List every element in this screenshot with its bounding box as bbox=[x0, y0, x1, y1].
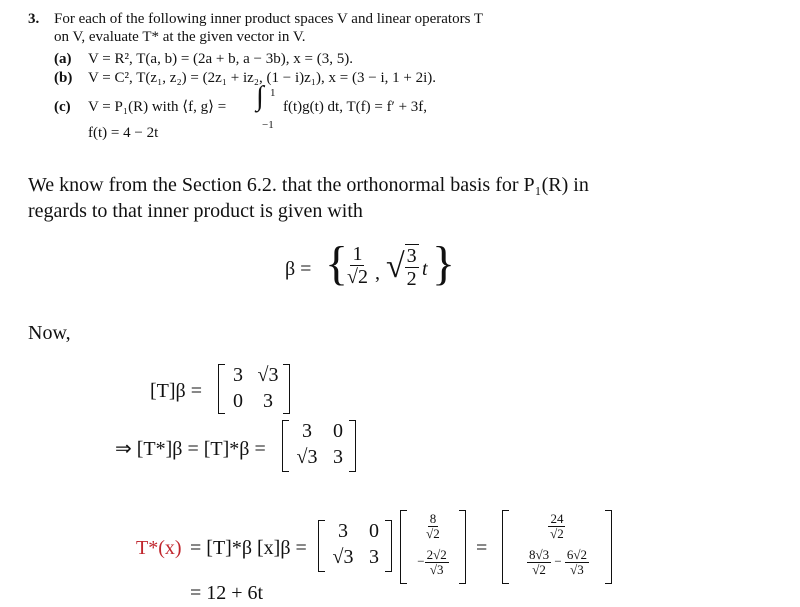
beta-lhs: β = bbox=[285, 258, 312, 280]
solution-line-2: regards to that inner product is given with bbox=[28, 200, 363, 222]
matrix-cell: 0 bbox=[369, 520, 379, 542]
matrix-cell: 3 bbox=[302, 420, 312, 442]
problem-line-1: For each of the following inner product spaces V and linear operators T bbox=[54, 11, 484, 27]
matrix-cell: √3 bbox=[296, 446, 318, 468]
matrix-bracket-left bbox=[218, 364, 225, 414]
result-bottom-b-den: √3 bbox=[570, 561, 584, 577]
beta-sqrt-num: 3 bbox=[406, 245, 417, 267]
x-vector-bottom-num: 2√2 bbox=[426, 547, 447, 562]
integral-sign: ∫ bbox=[256, 81, 264, 112]
matrix-bracket-left bbox=[282, 420, 289, 472]
result-top-num: 24 bbox=[550, 511, 564, 526]
part-a-label: (a) bbox=[54, 51, 72, 67]
tstar-x-label: T*(x) bbox=[136, 537, 182, 559]
final-result: = 12 + 6t bbox=[190, 582, 264, 604]
part-c-text-pre: V = P₁(R) with ⟨f, g⟩ = bbox=[88, 99, 227, 115]
beta-sqrt: √ $\frac{3}{2}$ bbox=[386, 245, 417, 290]
vector-bracket-right bbox=[605, 510, 612, 584]
x-vector-bottom-den: √3 bbox=[429, 561, 444, 577]
now-label: Now, bbox=[28, 322, 71, 344]
right-brace: } bbox=[432, 237, 456, 290]
matrix-cell: 3 bbox=[263, 390, 273, 412]
result-top bbox=[512, 512, 602, 541]
integral-lower: −1 bbox=[262, 119, 274, 131]
x-beta-vector bbox=[400, 510, 466, 584]
matrix-cell: 0 bbox=[333, 420, 343, 442]
matrix-cell: √3 bbox=[332, 546, 354, 568]
matrix-bracket-left bbox=[318, 520, 325, 572]
tstar-lhs: ⇒ [T*]β = [T]*β = bbox=[115, 438, 266, 460]
equals-sign: = bbox=[476, 537, 488, 559]
matrix-cell: 3 bbox=[333, 446, 343, 468]
matrix-cell: 0 bbox=[233, 390, 243, 412]
vector-bracket-right bbox=[459, 510, 466, 584]
matrix-bracket-right bbox=[385, 520, 392, 572]
beta-t: t bbox=[422, 258, 428, 280]
part-c-line-2: f(t) = 4 − 2t bbox=[88, 125, 159, 141]
result-bottom-a-num: 8√3 bbox=[528, 547, 550, 562]
beta-frac-1-num: 1 bbox=[352, 243, 363, 265]
result-bottom-minus: − bbox=[554, 553, 562, 569]
result-vector bbox=[502, 510, 612, 584]
beta-sqrt-den: 2 bbox=[406, 268, 417, 290]
beta-frac-1 bbox=[345, 244, 370, 288]
solution-line-1: We know from the Section 6.2. that the orthonormal basis for P₁(R) in bbox=[28, 174, 589, 196]
part-b-text: V = C², T(z₁, z₂) = (2z₁ + iz₂, (1 − i)z₁), x = (3 − i, 1 + 2i). bbox=[88, 70, 436, 86]
matrix-bracket-right bbox=[349, 420, 356, 472]
integral-upper: 1 bbox=[270, 87, 276, 99]
x-vector-bottom bbox=[404, 548, 462, 577]
part-c-label: (c) bbox=[54, 99, 71, 115]
result-top-den: √2 bbox=[550, 525, 564, 541]
part-c-text-post: f(t)g(t) dt, T(f) = f′ + 3f, bbox=[283, 99, 428, 115]
matrix-cell: 3 bbox=[338, 520, 348, 542]
x-vector-bottom-sign: − bbox=[417, 553, 425, 569]
part-b-label: (b) bbox=[54, 70, 73, 86]
matrix-cell: 3 bbox=[369, 546, 379, 568]
result-bottom bbox=[508, 548, 608, 577]
x-vector-top-den: √2 bbox=[426, 525, 440, 541]
result-bottom-b-num: 6√2 bbox=[566, 547, 588, 562]
t-beta-lhs: [T]β = bbox=[150, 380, 202, 402]
problem-line-2: on V, evaluate T* at the given vector in V. bbox=[54, 29, 306, 45]
matrix-bracket-right bbox=[283, 364, 290, 414]
final-matrix bbox=[318, 520, 392, 572]
x-vector-top-num: 8 bbox=[429, 511, 437, 526]
problem-number: 3. bbox=[28, 11, 40, 27]
matrix-cell: √3 bbox=[257, 364, 279, 386]
left-brace: { bbox=[325, 237, 349, 290]
beta-separator: , bbox=[375, 262, 380, 284]
x-vector-top bbox=[406, 512, 460, 541]
tstar-matrix bbox=[282, 420, 356, 472]
part-a-text: V = R², T(a, b) = (2a + b, a − 3b), x = (3, 5). bbox=[88, 51, 353, 67]
beta-frac-1-den: √2 bbox=[347, 266, 368, 288]
final-mid: = [T]*β [x]β = bbox=[190, 537, 307, 559]
matrix-cell: 3 bbox=[233, 364, 243, 386]
t-beta-matrix bbox=[218, 364, 290, 414]
result-bottom-a-den: √2 bbox=[532, 561, 546, 577]
